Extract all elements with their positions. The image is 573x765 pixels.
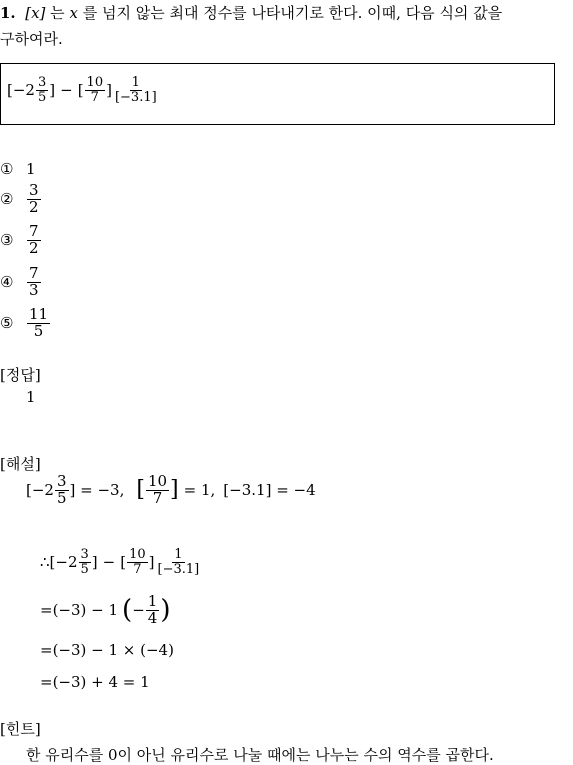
sol-step2-fraction	[146, 594, 160, 627]
sol-b-fraction	[146, 474, 169, 507]
num: 10	[86, 75, 104, 90]
den: 2	[29, 238, 39, 257]
expr-term1-fraction	[79, 548, 91, 576]
sol-a-fraction	[55, 474, 69, 507]
answer-label: [정답]	[0, 366, 41, 384]
sol-c: [−3.1] = −4	[223, 481, 316, 500]
den: 7	[90, 89, 99, 105]
hint-label: [힌트]	[0, 720, 41, 738]
stem-var-x: x	[69, 4, 78, 22]
answer-value: 1	[26, 388, 36, 406]
problem-number: 1.	[0, 4, 16, 22]
expr-term2-post: ]	[106, 81, 112, 100]
num: 1	[174, 547, 183, 562]
option-marker: ①	[0, 160, 14, 178]
hint-text: 한 유리수를 0이 아닌 유리수로 나눌 때에는 나누는 수의 역수를 곱한다.	[26, 746, 494, 764]
right-bracket: ]	[170, 477, 179, 503]
solution-line-5: =(−3) + 4 = 1	[40, 673, 150, 691]
option-marker: ④	[0, 273, 14, 292]
left-bracket: [	[136, 477, 145, 503]
option-2[interactable]	[0, 183, 42, 216]
minus-sign: −	[132, 601, 145, 620]
den: 5	[56, 488, 67, 507]
option-marker: ②	[0, 190, 14, 209]
problem-stem	[0, 2, 502, 23]
num: 10	[147, 472, 168, 490]
num: 7	[29, 222, 39, 240]
den: 7	[133, 561, 142, 577]
num: 3	[29, 181, 39, 199]
solution-line-3	[40, 594, 170, 627]
expression	[7, 76, 160, 104]
option-fraction	[27, 224, 41, 257]
problem-stem-line2: 구하여라.	[0, 30, 63, 48]
expr-term3-fraction	[113, 76, 159, 104]
expr-term1-fraction	[36, 76, 48, 104]
option-marker: ⑤	[0, 314, 14, 333]
solution-line-2	[40, 548, 202, 576]
solution-line-1	[26, 474, 316, 507]
den: 5	[80, 561, 89, 577]
option-4[interactable]	[0, 266, 42, 299]
expr-term1-post: ]	[91, 553, 98, 572]
den: 5	[33, 321, 44, 340]
expr-term2-fraction	[127, 548, 148, 576]
expr-minus: −	[60, 81, 73, 100]
den: 5	[37, 89, 47, 105]
option-3[interactable]	[0, 224, 42, 257]
option-fraction	[27, 307, 50, 340]
num: 3	[80, 547, 89, 562]
num: 3	[37, 75, 47, 90]
right-paren: )	[160, 595, 171, 626]
den: 7	[152, 488, 163, 507]
num: 11	[29, 305, 49, 323]
sol-a-pre: [−2	[26, 481, 54, 500]
den: 2	[29, 197, 39, 216]
expression-box	[0, 63, 555, 125]
sol-step2-text: =(−3) − 1	[40, 601, 119, 620]
num: 10	[129, 547, 146, 562]
option-value: 1	[26, 160, 36, 178]
expr-minus: −	[102, 553, 116, 572]
expr-term2-pre: [	[77, 81, 84, 100]
expr-term2-post: ]	[148, 553, 155, 572]
option-5[interactable]	[0, 307, 51, 340]
sol-b-post: = 1,	[183, 481, 216, 500]
stem-text-1: 는	[50, 4, 65, 22]
den: 3	[29, 280, 39, 299]
left-paren: (	[122, 595, 133, 626]
num: 1	[131, 75, 140, 90]
bracket-x: [x]	[25, 4, 46, 22]
expr-term2-fraction	[85, 76, 106, 104]
num: 3	[56, 472, 67, 490]
num: 1	[147, 592, 158, 610]
solution-label: [해설]	[0, 455, 41, 473]
expr-term1-post: ]	[49, 81, 56, 100]
expr-term3-fraction	[156, 548, 202, 576]
option-fraction	[27, 183, 41, 216]
den: 4	[147, 608, 158, 627]
den: [−3.1]	[114, 89, 157, 105]
expr-term1-pre: [−2	[49, 553, 78, 572]
option-1[interactable]	[0, 160, 36, 178]
stem-text-2: 를 넘지 않는 최대 정수를 나타내기로 한다. 이때, 다음 식의 값을	[82, 4, 503, 22]
sol-a-post: ] = −3,	[69, 481, 125, 500]
therefore-symbol: ∴	[40, 553, 50, 572]
option-marker: ③	[0, 231, 14, 250]
option-fraction	[27, 266, 41, 299]
num: 7	[29, 264, 39, 282]
expr-term2-pre: [	[120, 553, 127, 572]
solution-line-4: =(−3) − 1 × (−4)	[40, 641, 174, 659]
den: [−3.1]	[157, 561, 200, 577]
expr-term1-pre: [−2	[7, 81, 35, 100]
